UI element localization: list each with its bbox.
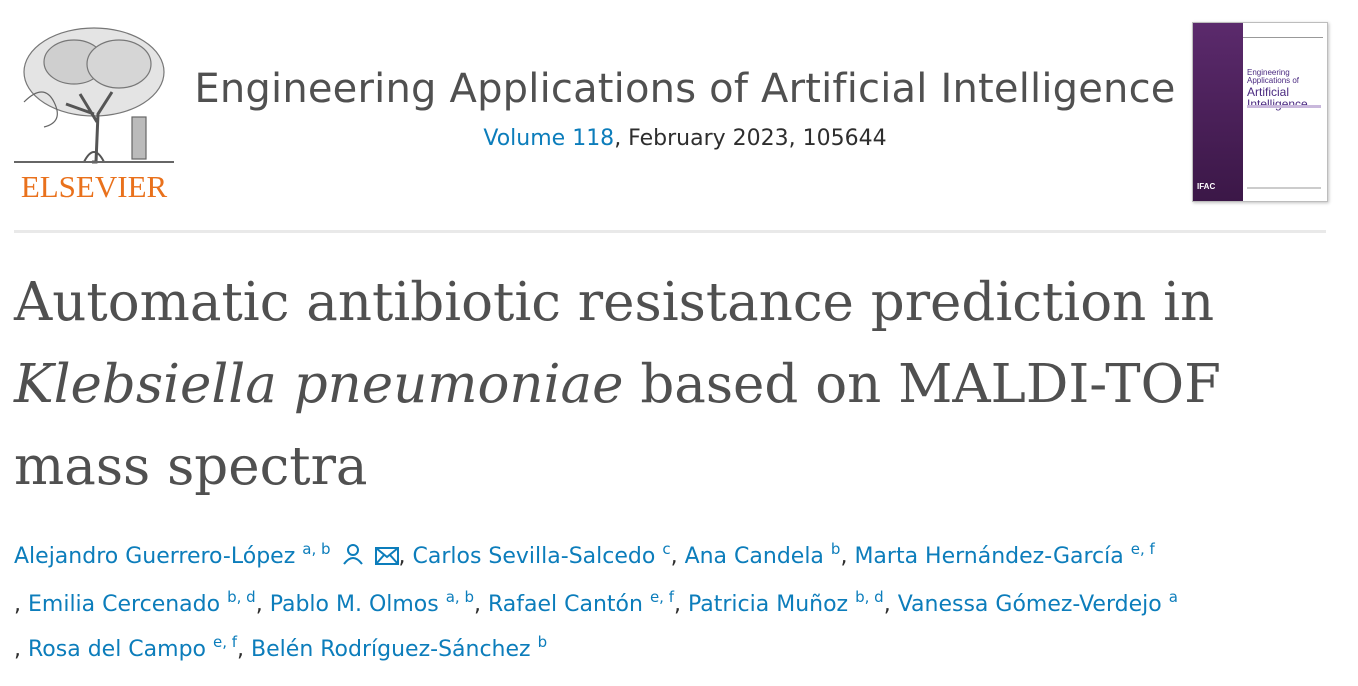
author-link[interactable]: [487, 588, 674, 617]
author-link[interactable]: [688, 588, 884, 617]
author-affiliation: b: [537, 633, 548, 651]
envelope-icon[interactable]: [375, 537, 399, 582]
journal-header: [190, 62, 1180, 154]
cover-ifac-badge: IFAC: [1197, 182, 1216, 191]
cover-title-line1: Engineering Applications of: [1247, 68, 1300, 86]
author-name: Patricia Muñoz: [688, 592, 849, 617]
author-link[interactable]: [251, 633, 548, 662]
author-affiliation: b: [830, 540, 841, 558]
author-name: Rosa del Campo: [28, 637, 206, 662]
title-part-1: Automatic antibiotic resistance prediction in: [14, 272, 1215, 333]
author-name: Emilia Cercenado: [28, 592, 221, 617]
author-affiliation: e, f: [1130, 540, 1155, 558]
cover-title-line2: Artificial: [1247, 84, 1290, 99]
person-icon[interactable]: [341, 537, 365, 582]
author-affiliation: e, f: [213, 633, 238, 651]
author-name: Rafael Cantón: [487, 592, 643, 617]
author-list: Alejandro Guerrero-López $^{a, b}$ , Carlos Sevilla-Salcedo $^c$, Ana Candela $^b$, Marta Hernández-García $^{e, f}$ , Emilia Cercenado $^{b, d}$, Pablo M. Olmos $^{a, b}$, Rafael Cantón $^{e, f}$, Patricia Muñoz $^{b, d}$, Vanessa Gómez-Verdejo $^a$ , Rosa del Campo $^{e, f}$, Belén Rodríguez-Sánchez $^b$: [14, 534, 1334, 672]
author-link[interactable]: [412, 540, 671, 569]
author-link[interactable]: [684, 540, 841, 569]
publisher-name: ELSEVIER: [20, 169, 168, 204]
author-name: Belén Rodríguez-Sánchez: [251, 637, 531, 662]
journal-cover-image[interactable]: [1192, 22, 1328, 202]
article-title: [14, 262, 1334, 508]
author-name: Vanessa Gómez-Verdejo: [897, 592, 1162, 617]
issue-info: [190, 124, 1180, 154]
author-affiliation: a: [1168, 588, 1178, 606]
volume-link[interactable]: Volume 118: [483, 126, 615, 151]
author-link[interactable]: [854, 540, 1155, 569]
author-affiliation: b, d: [855, 588, 884, 606]
author-link[interactable]: [28, 633, 238, 662]
title-species: Klebsiella pneumoniae: [14, 354, 624, 415]
author-name: Ana Candela: [684, 544, 824, 569]
author-name: Marta Hernández-García: [854, 544, 1124, 569]
author-name: Carlos Sevilla-Salcedo: [412, 544, 656, 569]
cover-footer-rule: [1247, 187, 1321, 189]
title-part-2: based on MALDI-TOF mass spectra: [14, 354, 1221, 497]
author-affiliation: a, b: [302, 540, 331, 558]
cover-top-rule: [1243, 31, 1323, 38]
author-link[interactable]: [14, 540, 331, 569]
author-name: Pablo M. Olmos: [269, 592, 439, 617]
author-affiliation: b, d: [227, 588, 256, 606]
header-divider: [14, 230, 1326, 233]
cover-band: [1193, 23, 1243, 201]
author-affiliation: a, b: [445, 588, 474, 606]
author-name: Alejandro Guerrero-López: [14, 544, 296, 569]
author-affiliation: c: [662, 540, 671, 558]
author-affiliation: e, f: [649, 588, 674, 606]
author-link[interactable]: [269, 588, 474, 617]
issue-date: , February 2023, 105644: [614, 126, 887, 151]
author-link[interactable]: [28, 588, 256, 617]
elsevier-tree-logo: [14, 22, 174, 167]
author-link[interactable]: [897, 588, 1178, 617]
journal-title-link[interactable]: Engineering Applications of Artificial Intelligence: [194, 66, 1176, 112]
cover-subtitle-bar: [1247, 105, 1321, 108]
